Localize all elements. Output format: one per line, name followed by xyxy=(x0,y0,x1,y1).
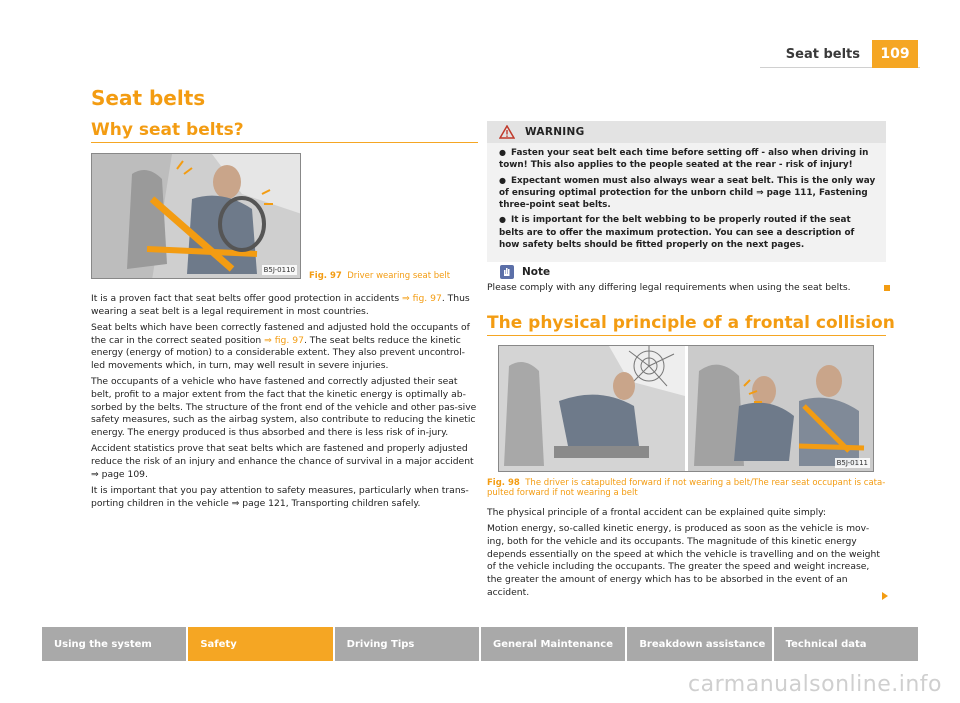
watermark: carmanualsonline.info xyxy=(688,672,942,697)
note-icon xyxy=(500,265,514,279)
section-heading-frontal-collision: The physical principle of a frontal collision xyxy=(487,313,895,333)
footer-tab-driving-tips[interactable]: Driving Tips xyxy=(335,627,479,661)
paragraph: It is important that you pay attention to safety measures, particularly when trans-porting children in the vehicle ⇒ page 121, Transporting children safely. xyxy=(91,484,469,509)
figure-tag: B5J-0111 xyxy=(836,459,868,467)
paragraph: The occupants of a vehicle who have fastened and correctly adjusted their seat belt, profit to a major extent from the fact that the kinetic energy is optimally ab-sorbed by the belts. The structure of the front end of the vehicle and other pas-sive safety measures, such as the airbag system, also contribute to reducing the kinetic energy. The energy produced is thus absorbed and there is less risk of in-jury. xyxy=(91,376,477,439)
paragraph: Seat belts which have been correctly fastened and adjusted hold the occupants of the car in the correct seated position ⇒ fig. 97. The seat belts reduce the kinetic energy (energy of motion) to a considerable extent. They also prevent uncontrol-led movements which, in turn, may well result in severe injuries. xyxy=(91,321,470,372)
figure-97-image xyxy=(91,153,301,279)
bullet-icon: ● xyxy=(499,148,506,157)
warning-title: WARNING xyxy=(525,126,585,138)
bullet-icon: ● xyxy=(499,215,506,225)
xref-link[interactable]: ⇒ fig. 97 xyxy=(264,334,304,346)
paragraph: Motion energy, so-called kinetic energy, is produced as soon as the vehicle is mov-ing, both for the vehicle and its occupants. The magnitude of this kinetic energy depends essentially on the speed at which the vehicle is travelling and on the weight of the vehicle including the occupants. The greater the speed and weight increase, the greater the amount of energy which has to be absorbed in the event of an accident. xyxy=(487,523,880,598)
figure-98-caption xyxy=(487,478,886,498)
info-hand-icon xyxy=(502,267,512,277)
warning-body xyxy=(487,143,886,251)
end-of-section-icon xyxy=(884,285,890,291)
caption-text: The driver is catapulted forward if not wearing a belt/The rear seat occupant is cata-pulted forward if not wearing a belt xyxy=(487,478,886,498)
warning-item: ● Expectant women must also always wear a seat belt. This is the only way of ensuring optimal protection for the unborn child ⇒ page 111, Fastening three-point seat belts. xyxy=(499,175,876,211)
footer-tab-using-the-system[interactable]: Using the system xyxy=(42,627,186,661)
warning-item: ● It is important for the belt webbing to be properly routed if the seat belts are to offer the maximum protection. You can see a description of how safety belts should be fitted properly on the next pages. xyxy=(499,215,855,251)
note-title: Note xyxy=(522,266,551,278)
warning-item: ● Fasten your seat belt each time before setting off - also when driving in town! This also applies to the people seated at the rear - risk of injury! xyxy=(499,148,869,171)
note-text: Please comply with any differing legal requirements when using the seat belts. xyxy=(487,282,851,293)
continue-arrow-icon xyxy=(882,592,888,600)
section-rule xyxy=(91,142,478,143)
warning-box xyxy=(487,121,886,262)
figure-98-image xyxy=(498,345,874,472)
footer-tab-technical-data[interactable]: Technical data xyxy=(774,627,918,661)
caption-label: Fig. 98 xyxy=(487,478,520,488)
paragraph: Accident statistics prove that seat belts which are fastened and properly adjusted reduce the risk of an injury and enhance the chance of survival in a major accident ⇒ page 109. xyxy=(91,443,474,480)
driver-illustration xyxy=(92,154,301,279)
footer-tab-safety[interactable]: Safety xyxy=(188,627,332,661)
caption-label: Fig. 97 xyxy=(309,271,342,281)
paragraph: The physical principle of a frontal accident can be explained quite simply: xyxy=(487,507,827,518)
caption-text: Driver wearing seat belt xyxy=(347,271,451,281)
figure-97-caption xyxy=(309,271,450,281)
left-body-text xyxy=(91,293,479,514)
xref-link[interactable]: ⇒ fig. 97 xyxy=(402,293,442,304)
page-title: Seat belts xyxy=(91,86,206,110)
collision-illustration xyxy=(499,346,874,472)
right-body-text xyxy=(487,507,886,603)
page-number: 109 xyxy=(872,40,918,68)
note-header xyxy=(500,265,550,279)
bullet-icon: ● xyxy=(499,175,506,185)
figure-tag: B5J-0110 xyxy=(263,266,295,274)
warning-triangle-icon xyxy=(499,125,515,139)
paragraph: It is a proven fact that seat belts offer good protection in accidents ⇒ fig. 97. Thus wearing a seat belt is a legal requirement in most countries. xyxy=(91,293,470,317)
section-rule xyxy=(487,335,886,336)
running-header: Seat belts xyxy=(785,47,860,62)
section-heading-why-seat-belts: Why seat belts? xyxy=(91,120,244,140)
footer-nav xyxy=(42,627,918,661)
warning-header xyxy=(487,121,886,143)
footer-tab-general-maintenance[interactable]: General Maintenance xyxy=(481,627,625,661)
footer-tab-breakdown-assistance[interactable]: Breakdown assistance xyxy=(627,627,771,661)
